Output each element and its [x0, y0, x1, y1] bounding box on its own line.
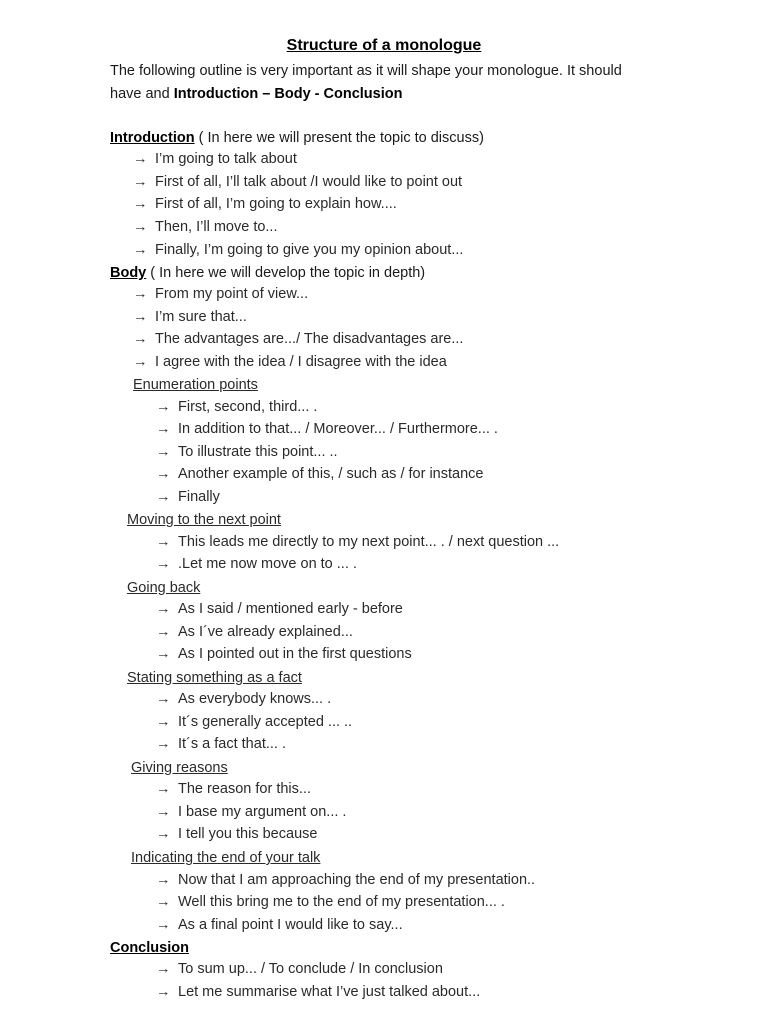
list-item-text: .Let me now move on to ... . — [178, 556, 357, 572]
intro-text-line-1: The following outline is very important as it will shape your monologue. It should — [110, 63, 622, 79]
intro-text-prefix: have and — [110, 86, 174, 102]
arrow-icon: → — [156, 894, 171, 910]
arrow-icon: → — [133, 219, 148, 235]
list-item-text: The advantages are.../ The disadvantages are... — [155, 331, 464, 347]
arrow-icon: → — [156, 961, 171, 977]
list-item — [156, 421, 498, 437]
arrow-icon: → — [156, 736, 171, 752]
arrow-icon: → — [156, 917, 171, 933]
list-item — [133, 354, 447, 370]
list-item — [156, 917, 403, 933]
list-item — [156, 601, 403, 617]
moving-heading: Moving to the next point — [127, 512, 281, 528]
list-item-text: To illustrate this point... .. — [178, 444, 338, 460]
list-item — [156, 872, 535, 888]
arrow-icon: → — [133, 151, 148, 167]
list-item-text: I’m going to talk about — [155, 151, 297, 167]
list-item-text: I base my argument on... . — [178, 804, 347, 820]
arrow-icon: → — [133, 286, 148, 302]
arrow-icon: → — [156, 826, 171, 842]
arrow-icon: → — [133, 242, 148, 258]
list-item-text: I’m sure that... — [155, 309, 247, 325]
list-item-text: As I´ve already explained... — [178, 624, 353, 640]
list-item-text: From my point of view... — [155, 286, 309, 302]
stating-heading: Stating something as a fact — [127, 670, 302, 686]
list-item — [156, 556, 357, 572]
list-item — [156, 691, 331, 707]
body-note: ( In here we will develop the topic in depth) — [146, 265, 426, 281]
arrow-icon: → — [156, 714, 171, 730]
arrow-icon: → — [156, 804, 171, 820]
list-item — [133, 242, 463, 258]
introduction-heading-row — [110, 130, 484, 146]
conclusion-heading: Conclusion — [110, 940, 189, 956]
arrow-icon: → — [156, 399, 171, 415]
list-item-text: To sum up... / To conclude / In conclusion — [178, 961, 443, 977]
introduction-heading: Introduction — [110, 130, 195, 146]
list-item — [133, 219, 278, 235]
list-item-text: I tell you this because — [178, 826, 318, 842]
arrow-icon: → — [133, 196, 148, 212]
list-item — [156, 984, 480, 1000]
intro-text-line-2 — [110, 86, 402, 102]
enumeration-heading: Enumeration points — [133, 377, 258, 393]
list-item-text: Then, I’ll move to... — [155, 219, 278, 235]
list-item-text: As I pointed out in the first questions — [178, 646, 412, 662]
arrow-icon: → — [133, 354, 148, 370]
list-item-text: Well this bring me to the end of my presentation... . — [178, 894, 505, 910]
arrow-icon: → — [133, 174, 148, 190]
list-item — [133, 309, 247, 325]
arrow-icon: → — [133, 331, 148, 347]
intro-structure-bold: Introduction – Body - Conclusion — [173, 86, 403, 102]
list-item — [156, 624, 353, 640]
body-heading-row — [110, 265, 425, 281]
list-item-text: First of all, I’m going to explain how.... — [155, 196, 397, 212]
going-back-heading: Going back — [127, 580, 201, 596]
list-item — [156, 736, 286, 752]
list-item — [156, 399, 317, 415]
list-item-text: As I said / mentioned early - before — [178, 601, 403, 617]
arrow-icon: → — [156, 624, 171, 640]
list-item-text: Finally, I’m going to give you my opinion about... — [155, 242, 464, 258]
arrow-icon: → — [156, 601, 171, 617]
arrow-icon: → — [156, 489, 171, 505]
list-item — [156, 444, 338, 460]
list-item — [133, 196, 397, 212]
list-item — [156, 894, 505, 910]
list-item — [133, 286, 308, 302]
list-item — [156, 804, 346, 820]
arrow-icon: → — [156, 781, 171, 797]
arrow-icon: → — [156, 984, 171, 1000]
list-item — [156, 826, 317, 842]
list-item — [156, 714, 352, 730]
list-item-text: The reason for this... — [178, 781, 311, 797]
list-item-text: Finally — [178, 489, 220, 505]
list-item — [156, 534, 559, 550]
arrow-icon: → — [156, 691, 171, 707]
list-item-text: Another example of this, / such as / for instance — [178, 466, 484, 482]
list-item-text: As a final point I would like to say... — [178, 917, 403, 933]
list-item — [133, 331, 463, 347]
list-item — [156, 781, 311, 797]
reasons-heading: Giving reasons — [131, 760, 228, 776]
list-item-text: It´s a fact that... . — [178, 736, 286, 752]
list-item — [133, 174, 462, 190]
arrow-icon: → — [156, 534, 171, 550]
introduction-note: ( In here we will present the topic to discuss) — [194, 130, 484, 146]
list-item — [133, 151, 297, 167]
arrow-icon: → — [156, 466, 171, 482]
list-item-text: Now that I am approaching the end of my presentation.. — [178, 872, 536, 888]
list-item-text: Let me summarise what I’ve just talked about... — [178, 984, 481, 1000]
list-item — [156, 961, 443, 977]
list-item-text: It´s generally accepted ... .. — [178, 714, 353, 730]
list-item-text: I agree with the idea / I disagree with the idea — [155, 354, 447, 370]
list-item-text: In addition to that... / Moreover... / Furthermore... . — [178, 421, 498, 437]
document-title: Structure of a monologue — [286, 37, 482, 54]
arrow-icon: → — [133, 309, 148, 325]
list-item — [156, 466, 483, 482]
list-item-text: This leads me directly to my next point... . / next question ... — [178, 534, 560, 550]
arrow-icon: → — [156, 421, 171, 437]
arrow-icon: → — [156, 646, 171, 662]
list-item-text: First, second, third... . — [178, 399, 318, 415]
ending-heading: Indicating the end of your talk — [131, 850, 321, 866]
list-item-text: As everybody knows... . — [178, 691, 332, 707]
arrow-icon: → — [156, 444, 171, 460]
body-heading: Body — [110, 265, 147, 281]
arrow-icon: → — [156, 556, 171, 572]
list-item-text: First of all, I’ll talk about /I would like to point out — [155, 174, 463, 190]
list-item — [156, 489, 220, 505]
list-item — [156, 646, 412, 662]
arrow-icon: → — [156, 872, 171, 888]
